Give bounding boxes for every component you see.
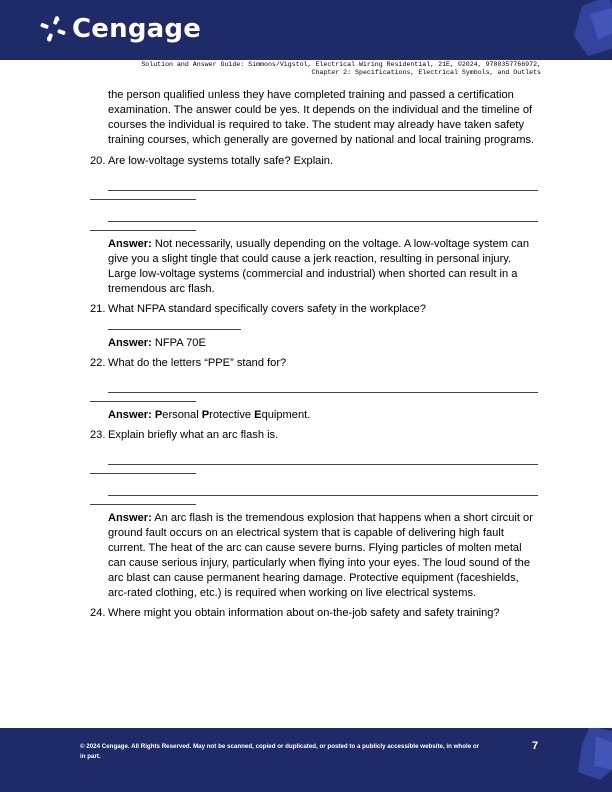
question-23 xyxy=(90,428,538,443)
page-footer xyxy=(0,728,612,792)
answer-text: NFPA 70E xyxy=(154,337,206,349)
question-21 xyxy=(90,302,538,317)
answer-blank-line-tail xyxy=(90,191,196,200)
running-head xyxy=(0,61,541,77)
question-number: 20. xyxy=(90,155,106,167)
answer-text: An arc flash is the tremendous explosion that happens when a short circuit or ground fault occurs on an electrical system that is capable of delivering high fault current. The heat of the arc can cause severe burns. Flying particles of molten metal can cause serious injury, particularly when flying into your eyes. The loud sound of the arc blast can cause permanent hearing damage. Protective equipment (faceshields, arc-rated clothing, etc.) is required when working on live electrical systems. xyxy=(108,512,533,599)
question-20 xyxy=(90,154,538,169)
brand-name: Cengage xyxy=(72,14,202,44)
question-text: Are low-voltage systems totally safe? Explain. xyxy=(108,155,334,167)
answer-23 xyxy=(108,511,538,601)
answer-20 xyxy=(108,237,538,297)
answer-text: Personal Protective Equipment. xyxy=(154,409,311,421)
decorative-corner-shape xyxy=(568,0,612,60)
answer-blank-line xyxy=(108,380,538,393)
answer-label: Answer: xyxy=(108,337,152,349)
answer-blank-line xyxy=(108,209,538,222)
decorative-corner-shape xyxy=(570,728,612,792)
brand-logo xyxy=(38,14,201,44)
answer-label: Answer: xyxy=(108,238,152,250)
question-number: 23. xyxy=(90,429,106,441)
answer-blank-line-tail xyxy=(90,465,196,474)
answer-blank-line xyxy=(108,452,538,465)
question-text: Explain briefly what an arc flash is. xyxy=(108,429,279,441)
question-text: What NFPA standard specifically covers safety in the workplace? xyxy=(108,303,426,315)
question-24 xyxy=(90,606,538,621)
answer-blank-line-tail xyxy=(90,222,196,231)
question-number: 24. xyxy=(90,607,106,619)
answer-blank-line xyxy=(108,483,538,496)
answer-22 xyxy=(108,408,538,423)
answer-blank-line-tail xyxy=(90,496,196,505)
answer-blank-line-tail xyxy=(90,393,196,402)
answer-label: Answer: xyxy=(108,409,152,421)
answer-label: Answer: xyxy=(108,512,152,524)
cengage-logo-icon xyxy=(38,14,68,44)
running-head-line-2: Chapter 2: Specifications, Electrical Symbols, and Outlets xyxy=(311,69,541,76)
copyright-notice: © 2024 Cengage. All Rights Reserved. May not be scanned, copied or duplicated, or posted to a publicly accessible website, in whole or in part. xyxy=(80,743,480,760)
question-number: 22. xyxy=(90,357,106,369)
page-content xyxy=(90,88,538,621)
question-text: What do the letters “PPE” stand for? xyxy=(108,357,287,369)
page-number: 7 xyxy=(532,740,539,752)
question-22 xyxy=(90,356,538,371)
answer-blank-line xyxy=(108,317,241,330)
page-header xyxy=(0,0,612,60)
running-head-line-1: Solution and Answer Guide: Simmons/Vigstol, Electrical Wiring Residential, 21E, ©2024, 9780357766972, xyxy=(141,61,541,68)
question-number: 21. xyxy=(90,303,106,315)
intro-paragraph: the person qualified unless they have completed training and passed a certification examination. The answer could be yes. It depends on the individual and the timeline of courses the individual is required to take. The student may already have taken safety training courses, which generally are governed by national and local training programs. xyxy=(108,89,535,146)
answer-blank-line xyxy=(108,178,538,191)
answer-21 xyxy=(108,336,538,351)
question-text: Where might you obtain information about on-the-job safety and safety training? xyxy=(108,607,500,619)
answer-text: Not necessarily, usually depending on the voltage. A low-voltage system can give you a slight tingle that could cause a jerk reaction, resulting in personal injury. Large low-voltage systems (commercial and industrial) when shorted can result in a tremendous arc flash. xyxy=(108,238,529,295)
